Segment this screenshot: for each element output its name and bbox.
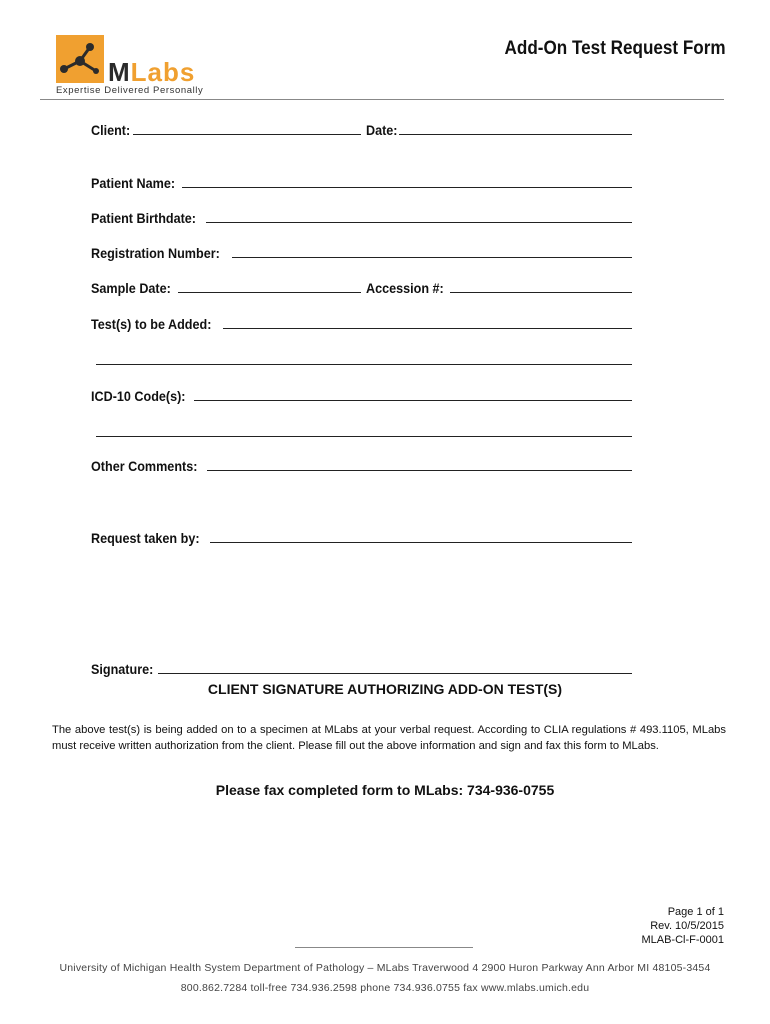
tests-to-add-label: Test(s) to be Added: <box>91 316 212 332</box>
sample-date-field[interactable] <box>91 280 361 296</box>
clia-notice: The above test(s) is being added on to a specimen at MLabs at your verbal request. According to CLIA regulations # 493.1105, MLabs must receive written authorization from the client. Please fill out the above information and sign and fax this form to MLabs. <box>52 724 726 752</box>
footer-address: University of Michigan Health System Department of Pathology – MLabs Traverwood 4 2900 Huron Parkway Ann Arbor MI 48105-3454 <box>59 962 711 974</box>
registration-number-field[interactable] <box>91 245 632 261</box>
tests-to-add-field[interactable] <box>91 316 632 332</box>
page-info <box>524 905 724 947</box>
other-comments-label: Other Comments: <box>91 458 198 474</box>
client-label: Client: <box>91 122 131 138</box>
signature-label: Signature: <box>91 661 154 677</box>
icd10-label: ICD-10 Code(s): <box>91 388 186 404</box>
logo-wordmark: MLabs <box>108 57 196 87</box>
patient-name-label: Patient Name: <box>91 175 176 191</box>
form-code: MLAB-Cl-F-0001 <box>641 934 724 946</box>
page-number: Page 1 of 1 <box>667 906 724 918</box>
request-taken-by-field[interactable] <box>91 530 632 546</box>
header-divider <box>40 99 724 100</box>
patient-birthdate-label: Patient Birthdate: <box>91 210 197 226</box>
patient-name-field[interactable] <box>91 175 632 191</box>
signature-caption: CLIENT SIGNATURE AUTHORIZING ADD-ON TEST(S) <box>207 681 563 697</box>
footer-contact: 800.862.7284 toll-free 734.936.2598 phone 734.936.0755 fax www.mlabs.umich.edu <box>180 982 590 994</box>
sample-date-label: Sample Date: <box>91 280 171 296</box>
logo-molecule-icon <box>56 35 104 83</box>
date-label: Date: <box>366 122 398 138</box>
mlabs-logo <box>56 35 204 97</box>
icd10-continuation-line[interactable] <box>96 436 632 437</box>
date-field[interactable] <box>366 122 632 138</box>
footer-divider <box>295 947 473 948</box>
request-taken-by-label: Request taken by: <box>91 530 200 546</box>
patient-birthdate-field[interactable] <box>91 210 632 226</box>
logo-tagline: Expertise Delivered Personally <box>56 85 204 96</box>
icd10-field[interactable] <box>91 388 632 404</box>
revision-date: Rev. 10/5/2015 <box>650 920 724 932</box>
registration-number-label: Registration Number: <box>91 245 220 261</box>
fax-instruction: Please fax completed form to MLabs: 734-936-0755 <box>215 782 555 798</box>
form-title: Add-On Test Request Form <box>504 38 726 59</box>
other-comments-field[interactable] <box>91 458 632 474</box>
client-field[interactable] <box>91 122 361 138</box>
accession-label: Accession #: <box>366 280 444 296</box>
signature-field[interactable] <box>91 661 632 677</box>
tests-to-add-continuation-line[interactable] <box>96 364 632 365</box>
accession-field[interactable] <box>366 280 632 296</box>
